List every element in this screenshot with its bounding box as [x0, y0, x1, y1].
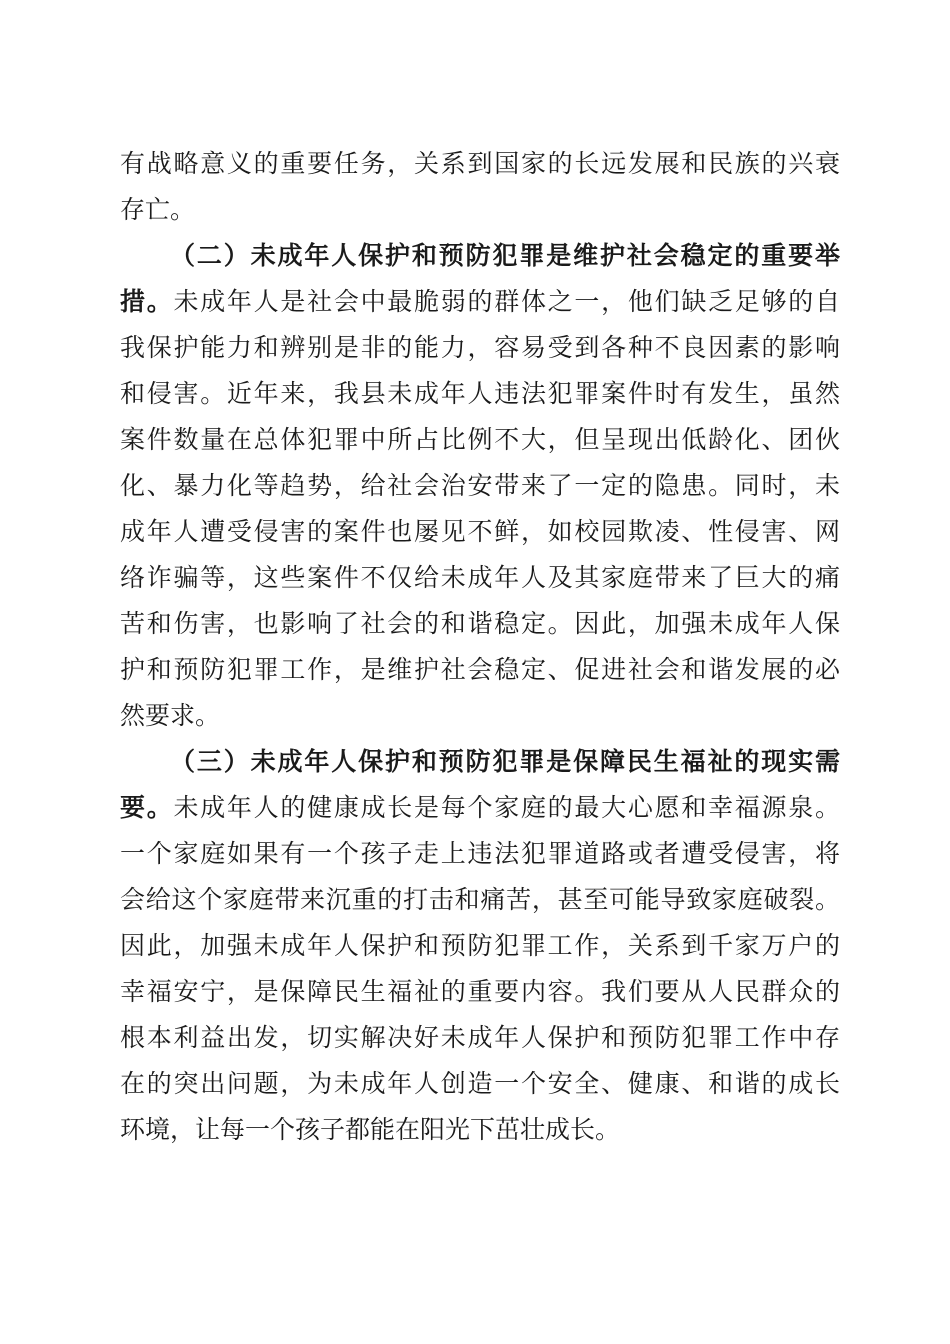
paragraph-2-line-2: 我保护能力和辨别是非的能力，容易受到各种不良因素的影响 [120, 333, 840, 362]
paragraph-3-line-2: 一个家庭如果有一个孩子走上违法犯罪道路或者遭受侵害，将 [120, 839, 840, 868]
paragraph-3-line-3: 会给这个家庭带来沉重的打击和痛苦，甚至可能导致家庭破裂。 [120, 885, 840, 914]
paragraph-3-line-6: 根本利益出发，切实解决好未成年人保护和预防犯罪工作中存 [120, 1023, 840, 1052]
paragraph-2-line-7: 络诈骗等，这些案件不仅给未成年人及其家庭带来了巨大的痛 [120, 563, 840, 592]
paragraph-3-line-4: 因此，加强未成年人保护和预防犯罪工作，关系到千家万户的 [120, 931, 840, 960]
paragraph-1-line-1: 有战略意义的重要任务，关系到国家的长远发展和民族的兴衰 [120, 149, 840, 178]
paragraph-2-line-10: 然要求。 [120, 701, 221, 730]
paragraph-2-heading-line-1: （二）未成年人保护和预防犯罪是维护社会稳定的重要举 [170, 241, 840, 270]
paragraph-3-line-8: 环境，让每一个孩子都能在阳光下茁壮成长。 [120, 1115, 621, 1144]
paragraph-2-line-9: 护和预防犯罪工作，是维护社会稳定、促进社会和谐发展的必 [120, 655, 840, 684]
paragraph-2-line-1-text: 未成年人是社会中最脆弱的群体之一，他们缺乏足够的自 [173, 287, 840, 316]
paragraph-2-line-3: 和侵害。近年来，我县未成年人违法犯罪案件时有发生，虽然 [120, 379, 840, 408]
paragraph-2-line-1 [120, 284, 840, 320]
paragraph-2-line-8: 苦和伤害，也影响了社会的和谐稳定。因此，加强未成年人保 [120, 609, 840, 638]
paragraph-3-line-1 [120, 790, 840, 826]
paragraph-3-heading-line-1: （三）未成年人保护和预防犯罪是保障民生福祉的现实需 [170, 747, 840, 776]
paragraph-3-heading-end: 要。 [120, 793, 174, 822]
paragraph-3-line-1-text: 未成年人的健康成长是每个家庭的最大心愿和幸福源泉。 [173, 793, 840, 822]
paragraph-3-line-5: 幸福安宁，是保障民生福祉的重要内容。我们要从人民群众的 [120, 977, 840, 1006]
paragraph-2-heading-end: 措。 [120, 287, 174, 316]
paragraph-2-line-4: 案件数量在总体犯罪中所占比例不大，但呈现出低龄化、团伙 [120, 425, 840, 454]
paragraph-2-line-6: 成年人遭受侵害的案件也屡见不鲜，如校园欺凌、性侵害、网 [120, 517, 840, 546]
paragraph-2-line-5: 化、暴力化等趋势，给社会治安带来了一定的隐患。同时，未 [120, 471, 840, 500]
paragraph-1-line-2: 存亡。 [120, 195, 196, 224]
paragraph-3-line-7: 在的突出问题，为未成年人创造一个安全、健康、和谐的成长 [120, 1069, 840, 1098]
